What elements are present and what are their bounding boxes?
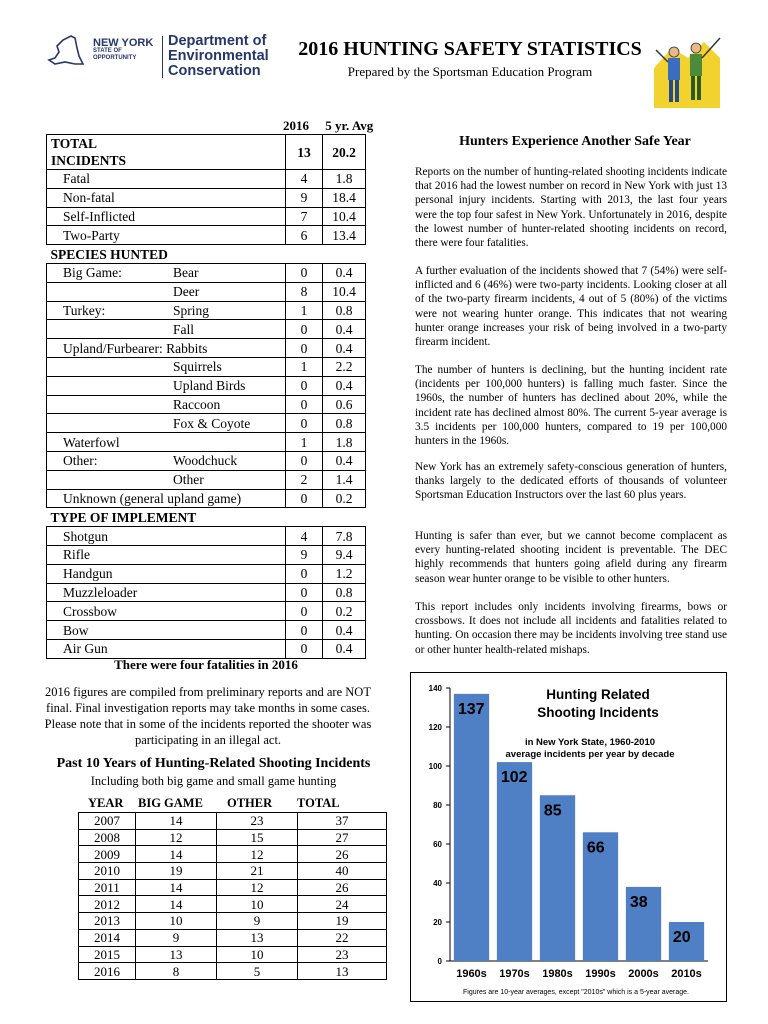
table-row (79, 863, 387, 880)
stats-label-sub: Deer (173, 284, 200, 300)
chart-y-tick-label: 80 (433, 801, 442, 810)
logo-divider (162, 36, 163, 78)
chart-bar-1970s (497, 762, 532, 961)
stats-2016-value: 0 (286, 451, 323, 470)
stats-label (47, 170, 286, 189)
big-game-cell: 8 (136, 963, 217, 980)
header-year: YEAR (88, 796, 124, 810)
stats-avg-value: 0.4 (323, 339, 366, 358)
stats-label (47, 135, 286, 170)
stats-label-main: Non-fatal (63, 190, 115, 206)
stats-label (47, 282, 286, 301)
stats-row (47, 207, 366, 226)
stats-row (47, 639, 366, 658)
stats-row (47, 564, 366, 583)
other-cell: 10 (217, 896, 298, 913)
stats-label-main: Crossbow (63, 603, 118, 619)
chart-title: Hunting Related (546, 687, 650, 702)
stats-2016-value: 0 (286, 339, 323, 358)
stats-label-sub: Spring (173, 302, 210, 318)
stats-label (47, 602, 286, 621)
stats-label-sub: Fall (173, 321, 195, 337)
stats-label-sub: Other (173, 472, 204, 488)
stats-label (47, 621, 286, 640)
chart-x-tick-label: 1960s (456, 968, 487, 980)
chart-y-tick-label: 140 (428, 684, 442, 693)
page-title: 2016 HUNTING SAFETY STATISTICS (298, 38, 642, 60)
chart-subtitle-1: in New York State, 1960-2010 (524, 737, 656, 748)
year-cell: 2008 (79, 829, 136, 846)
stats-avg-value: 18.4 (323, 188, 366, 207)
stats-2016-value: 0 (286, 489, 323, 508)
stats-avg-value: 1.4 (323, 470, 366, 489)
stats-row (47, 320, 366, 339)
article-title: Hunters Experience Another Safe Year (459, 134, 691, 149)
stats-2016-value: 0 (286, 639, 323, 658)
total-cell: 40 (298, 863, 387, 880)
table-row (79, 913, 387, 930)
stats-2016-value: 0 (286, 395, 323, 414)
stats-avg-value: 9.4 (323, 545, 366, 564)
big-game-cell: 14 (136, 879, 217, 896)
stats-avg-value: 1.8 (323, 170, 366, 189)
total-cell: 26 (298, 846, 387, 863)
stats-label-main: Two-Party (63, 227, 120, 243)
stats-section-header: TYPE OF IMPLEMENT (50, 509, 197, 525)
stats-row (47, 414, 366, 433)
stats-2016-value: 0 (286, 320, 323, 339)
stats-2016-value: 4 (286, 170, 323, 189)
stats-avg-value: 0.8 (323, 583, 366, 602)
stats-2016-value: 1 (286, 433, 323, 452)
stats-row (47, 245, 366, 264)
stats-label (47, 301, 286, 320)
stats-label (47, 339, 286, 358)
stats-label (47, 545, 286, 564)
stats-2016-value: 8 (286, 282, 323, 301)
chart-footnote: Figures are 10-year averages, except "2010s" which is a 5-year average. (463, 989, 689, 996)
stats-row (47, 470, 366, 489)
stats-avg-value: 0.4 (323, 376, 366, 395)
stats-label-main: Bow (63, 622, 89, 638)
stats-avg-value: 2.2 (323, 357, 366, 376)
stats-2016-value: 13 (286, 135, 323, 170)
stats-row (47, 451, 366, 470)
stats-avg-value: 0.6 (323, 395, 366, 414)
big-game-cell: 10 (136, 913, 217, 930)
chart-x-tick-label: 1990s (585, 968, 616, 980)
stats-label (47, 433, 286, 452)
stats-label (47, 451, 286, 470)
stats-label-main: Fatal (63, 171, 90, 187)
stats-2016-value: 2 (286, 470, 323, 489)
ten-year-table (78, 812, 387, 980)
stats-2016-value: 0 (286, 602, 323, 621)
stats-column-headers (276, 118, 379, 134)
stats-row (47, 226, 366, 245)
stats-label (47, 207, 286, 226)
stats-label (47, 395, 286, 414)
stats-row (47, 395, 366, 414)
stats-avg-value: 0.4 (323, 451, 366, 470)
year-cell: 2015 (79, 946, 136, 963)
chart-data-label: 20 (672, 929, 691, 946)
year-cell: 2011 (79, 879, 136, 896)
stats-label-main: Rifle (63, 547, 90, 563)
stats-row (47, 339, 366, 358)
total-cell: 26 (298, 879, 387, 896)
big-game-cell: 14 (136, 896, 217, 913)
table-row (79, 946, 387, 963)
stats-label (47, 527, 286, 546)
big-game-cell: 19 (136, 863, 217, 880)
stats-label-main: Upland/Furbearer: Rabbits (63, 340, 208, 356)
new-york-state-icon (45, 30, 87, 72)
other-cell: 15 (217, 829, 298, 846)
chart-y-tick-label: 20 (433, 918, 442, 927)
chart-x-tick-label: 2010s (671, 968, 702, 980)
stats-label-main: Other: (63, 453, 98, 469)
stats-avg-value: 10.4 (323, 282, 366, 301)
stats-label-main: Unknown (general upland game) (63, 490, 242, 506)
other-cell: 12 (217, 879, 298, 896)
chart-data-label: 38 (629, 893, 648, 911)
stats-label-sub: Fox & Coyote (173, 415, 251, 431)
chart-data-label: 102 (500, 769, 528, 787)
article-paragraph: This report includes only incidents involving firearms, bows or crossbows. It does not include all incidents and fatalities related to hunting. On occasion there may be incidents involving tree stand use or other hunter health-related mishaps. (415, 601, 727, 656)
preliminary-note: 2016 figures are compiled from preliminary reports and are NOT final. Final investigation reports may take months in some cases. Please note that in some of the incidents reported the shooter was participating in an illegal act. (44, 685, 372, 747)
chart-bar-1960s (454, 694, 489, 961)
chart-x-tick-label: 1970s (499, 968, 530, 980)
stats-2016-value: 0 (286, 376, 323, 395)
stats-label (47, 376, 286, 395)
hunters-illustration-icon (652, 28, 724, 110)
chart-y-tick-label: 120 (428, 723, 442, 732)
stats-label (47, 263, 286, 282)
table-row (79, 963, 387, 980)
stats-label-main: Air Gun (63, 641, 108, 657)
stats-row (47, 602, 366, 621)
chart-x-tick-label: 2000s (628, 968, 659, 980)
stats-2016-value: 1 (286, 301, 323, 320)
stats-avg-value: 0.4 (323, 320, 366, 339)
logo-department-text: Department of Environmental Conservation (168, 33, 269, 79)
year-cell: 2013 (79, 913, 136, 930)
stats-avg-value: 7.8 (323, 527, 366, 546)
table-row (79, 929, 387, 946)
stats-row (47, 135, 366, 170)
year-cell: 2012 (79, 896, 136, 913)
fatalities-note: There were four fatalities in 2016 (114, 657, 298, 672)
stats-row (47, 263, 366, 282)
big-game-cell: 9 (136, 929, 217, 946)
stats-label-sub: Bear (173, 265, 199, 281)
stats-label (47, 188, 286, 207)
stats-label-main: Turkey: (63, 302, 106, 318)
stats-row (47, 301, 366, 320)
stats-label-main: Handgun (63, 566, 113, 582)
stats-2016-value: 0 (286, 564, 323, 583)
chart-y-tick-label: 0 (437, 957, 442, 966)
stats-label (47, 320, 286, 339)
stats-row (47, 527, 366, 546)
chart-subtitle-2: average incidents per year by decade (505, 749, 675, 760)
stats-avg-value: 0.2 (323, 489, 366, 508)
total-cell: 27 (298, 829, 387, 846)
stats-2016-value: 0 (286, 621, 323, 640)
page-subtitle: Prepared by the Sportsman Education Program (347, 64, 593, 79)
chart-bar-1980s (540, 795, 575, 961)
chart-data-label: 66 (586, 839, 605, 857)
stats-avg-value: 0.2 (323, 602, 366, 621)
table-row (79, 829, 387, 846)
logo-state-text: NEW YORK STATE OF OPPORTUNITY (93, 37, 154, 61)
stats-section-header: SPECIES HUNTED (50, 246, 168, 262)
year-cell: 2007 (79, 813, 136, 830)
total-cell: 37 (298, 813, 387, 830)
stats-avg-value: 0.8 (323, 414, 366, 433)
stats-row (47, 508, 366, 527)
stats-row (47, 188, 366, 207)
header-other: OTHER (227, 796, 273, 810)
stats-2016-value: 4 (286, 527, 323, 546)
big-game-cell: 14 (136, 846, 217, 863)
stats-avg-value: 20.2 (323, 135, 366, 170)
stats-label-sub: Raccoon (173, 396, 221, 412)
stats-avg-value: 1.2 (323, 564, 366, 583)
stats-row (47, 583, 366, 602)
other-cell: 10 (217, 946, 298, 963)
table-row (79, 879, 387, 896)
stats-label (47, 564, 286, 583)
total-cell: 13 (298, 963, 387, 980)
total-cell: 23 (298, 946, 387, 963)
table-row (79, 813, 387, 830)
col-2016-header: 2016 (283, 118, 309, 133)
ten-year-title: Past 10 Years of Hunting-Related Shooting Incidents (56, 756, 371, 771)
stats-label-main: Shotgun (63, 528, 109, 544)
other-cell: 5 (217, 963, 298, 980)
stats-label (47, 414, 286, 433)
year-cell: 2009 (79, 846, 136, 863)
stats-2016-value: 7 (286, 207, 323, 226)
year-cell: 2010 (79, 863, 136, 880)
dec-logo (45, 30, 275, 90)
stats-label (47, 357, 286, 376)
stats-avg-value: 0.4 (323, 639, 366, 658)
ten-year-subtitle: Including both big game and small game hunting (90, 774, 337, 788)
stats-2016-value: 9 (286, 545, 323, 564)
stats-label (47, 639, 286, 658)
total-cell: 22 (298, 929, 387, 946)
stats-row (47, 376, 366, 395)
other-cell: 12 (217, 846, 298, 863)
stats-2016-value: 6 (286, 226, 323, 245)
stats-avg-value: 0.4 (323, 263, 366, 282)
total-cell: 24 (298, 896, 387, 913)
stats-2016-value: 0 (286, 583, 323, 602)
other-cell: 13 (217, 929, 298, 946)
stats-2016-value: 1 (286, 357, 323, 376)
year-cell: 2016 (79, 963, 136, 980)
other-cell: 23 (217, 813, 298, 830)
stats-label-main: Big Game: (63, 265, 122, 281)
incidents-bar-chart (410, 672, 727, 1002)
other-cell: 9 (217, 913, 298, 930)
chart-data-label: 137 (457, 700, 485, 718)
chart-y-tick-label: 100 (428, 762, 442, 771)
big-game-cell: 12 (136, 829, 217, 846)
table-row (79, 846, 387, 863)
stats-2016-value: 0 (286, 263, 323, 282)
stats-label-sub: Woodchuck (173, 453, 238, 469)
stats-label-main: Waterfowl (63, 434, 120, 450)
chart-data-label: 85 (543, 802, 562, 820)
other-cell: 21 (217, 863, 298, 880)
stats-row (47, 170, 366, 189)
stats-label-sub: Upland Birds (173, 378, 246, 394)
stats-label-sub: Squirrels (173, 359, 222, 375)
stats-avg-value: 13.4 (323, 226, 366, 245)
chart-y-tick-label: 60 (433, 840, 442, 849)
stats-row (47, 545, 366, 564)
article-paragraph: Hunting is safer than ever, but we cannot become complacent as every hunting-related shooting incident is preventable. The DEC highly recommends that hunters going afield during any firearm season wear hunter orange to be visible to other hunters. (415, 530, 727, 585)
header-big-game: BIG GAME (138, 796, 203, 810)
stats-row (47, 621, 366, 640)
stats-avg-value: 1.8 (323, 433, 366, 452)
stats-label-main: TOTAL INCIDENTS (51, 136, 127, 168)
stats-2016-value: 9 (286, 188, 323, 207)
stats-label-main: Self-Inflicted (63, 208, 135, 224)
stats-label (47, 583, 286, 602)
article-paragraph: New York has an extremely safety-conscious generation of hunters, thanks largely to the dedicated efforts of thousands of volunteer Sportsman Education Instructors over the last 60 plus years. (415, 461, 727, 502)
chart-title-line2: Shooting Incidents (537, 705, 659, 720)
big-game-cell: 14 (136, 813, 217, 830)
article-paragraph: Reports on the number of hunting-related shooting incidents indicate that 2016 had the lowest number on record in New York with just 13 personal injury incidents. Starting with 2013, the last four years were the top four safest in New York. Unfortunately in 2016, despite the lowest number of hunter-related shooting incidents on record, there were four fatalities. (415, 166, 727, 250)
stats-avg-value: 0.4 (323, 621, 366, 640)
chart-x-tick-label: 1980s (542, 968, 573, 980)
big-game-cell: 13 (136, 946, 217, 963)
stats-2016-value: 0 (286, 414, 323, 433)
col-avg-header: 5 yr. Avg (325, 118, 374, 133)
header-total: TOTAL (297, 796, 340, 810)
stats-label-main: Muzzleloader (63, 584, 138, 600)
incident-stats-table (46, 134, 366, 659)
stats-avg-value: 0.8 (323, 301, 366, 320)
stats-label (47, 226, 286, 245)
stats-label (47, 470, 286, 489)
total-cell: 19 (298, 913, 387, 930)
stats-row (47, 433, 366, 452)
chart-y-tick-label: 40 (433, 879, 442, 888)
stats-row (47, 282, 366, 301)
year-cell: 2014 (79, 929, 136, 946)
stats-avg-value: 10.4 (323, 207, 366, 226)
stats-label (47, 489, 286, 508)
article-paragraph: A further evaluation of the incidents showed that 7 (54%) were self-inflicted and 6 (46%) were two-party incidents. Looking closer at all of the two-party firearm incidents, 4 out of 5 (80%) of the victims were not wearing hunter orange. This indicates that not wearing hunter orange increases your risk of being involved in a two-party firearm incident. (415, 265, 727, 349)
article-paragraph: The number of hunters is declining, but the hunting incident rate (incidents per 100,000 hunters) is falling much faster. Since the 1960s, the number of hunters has declined about 20%, while the incident rate has declined almost 80%. The current 5-year average is 3.5 incidents per 100,000 hunters, compared to 19 per 100,000 hunters in the 1960s. (415, 364, 727, 448)
table-row (79, 896, 387, 913)
stats-row (47, 489, 366, 508)
stats-row (47, 357, 366, 376)
